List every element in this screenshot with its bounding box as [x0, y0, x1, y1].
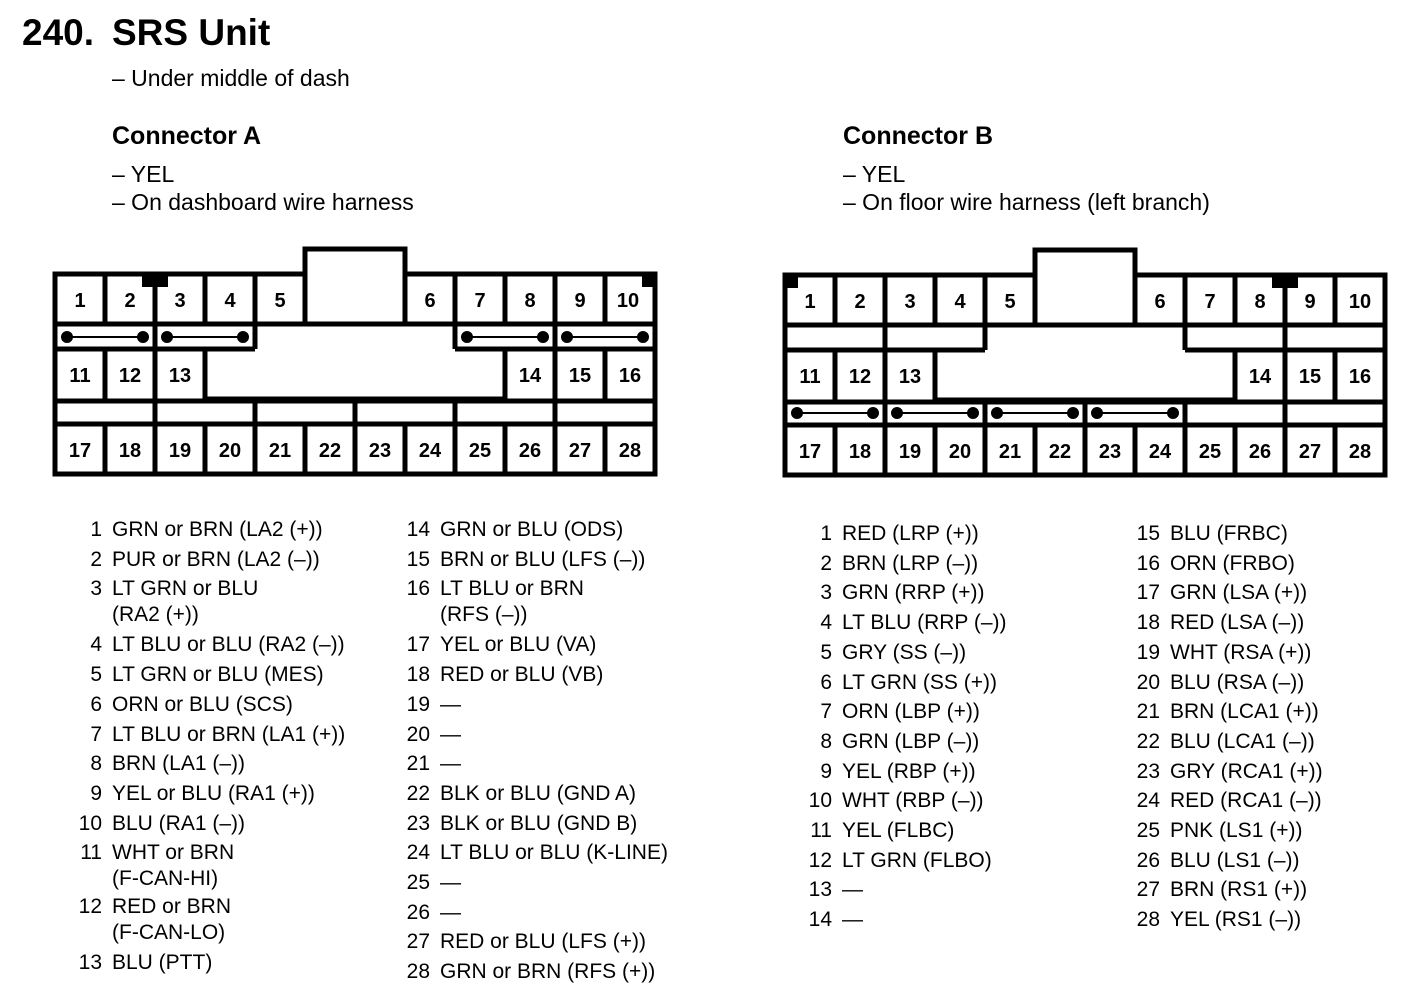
pin-label: 2	[854, 291, 866, 313]
pin-description: —	[440, 752, 461, 776]
pin-row	[70, 779, 345, 809]
pin-row	[800, 816, 1007, 846]
pin-description: —	[440, 722, 461, 746]
pin-label: 17	[798, 441, 822, 463]
pin-label: 7	[474, 290, 486, 312]
connector-b-harness-note: – On floor wire harness (left branch)	[843, 189, 1210, 215]
pin-row	[398, 515, 668, 545]
pin-number: 5	[90, 663, 102, 687]
pin-row	[1128, 638, 1323, 668]
pin-row	[800, 875, 1007, 905]
pin-number: 8	[90, 752, 102, 776]
pin-label: 18	[848, 441, 872, 463]
page-title: SRS Unit	[112, 12, 271, 53]
pin-row	[70, 948, 345, 978]
pin-row	[1128, 905, 1323, 935]
pin-label: 21	[998, 441, 1022, 463]
pin-number: 1	[90, 518, 102, 541]
pin-label: 12	[848, 366, 872, 388]
pin-description: —	[440, 900, 461, 924]
pin-number: 22	[1136, 729, 1160, 753]
pin-row	[70, 630, 345, 660]
pin-number: 3	[820, 581, 832, 605]
pin-label: 14	[1248, 366, 1272, 388]
pin-row	[1128, 519, 1323, 549]
pin-label: 24	[418, 440, 442, 462]
pin-row	[1128, 786, 1323, 816]
connector-a-key-mark	[642, 274, 655, 287]
pin-description: BLU (RSA (–))	[1170, 670, 1305, 694]
pin-description: —	[440, 871, 461, 895]
pin-label: 16	[618, 365, 642, 387]
pin-row	[398, 779, 668, 809]
pin-row	[398, 957, 668, 987]
pin-description: RED (LRP (+))	[842, 522, 979, 545]
pin-description: WHT (RBP (–))	[842, 789, 984, 813]
pin-row	[70, 660, 345, 690]
connector-b-key-mark	[1272, 275, 1298, 288]
pin-label: 21	[268, 440, 292, 462]
pin-label: 12	[118, 365, 142, 387]
pin-label: 25	[468, 440, 492, 462]
pin-number: 21	[406, 752, 430, 776]
connector-a-key-mark	[142, 274, 168, 287]
pin-description: RED or BRN (F-CAN-LO)	[112, 895, 232, 945]
pin-description: BRN (LCA1 (+))	[1170, 700, 1319, 724]
pin-number: 26	[1136, 848, 1160, 872]
connector-b-pin-list-right	[1128, 519, 1323, 935]
pin-row	[70, 545, 345, 575]
pin-label: 14	[518, 365, 542, 387]
pin-number: 17	[406, 633, 430, 657]
pin-label: 20	[948, 441, 972, 463]
pin-description: BLU (LS1 (–))	[1170, 848, 1300, 872]
pin-number: 12	[808, 848, 832, 872]
pin-number: 13	[78, 951, 102, 975]
pin-row	[800, 549, 1007, 579]
pin-label: 6	[424, 290, 436, 312]
pin-row	[800, 608, 1007, 638]
pin-label: 1	[74, 290, 86, 312]
section-number: 240.	[22, 12, 95, 53]
pin-number: 9	[820, 759, 832, 783]
pin-label: 15	[568, 365, 592, 387]
connector-a-harness-note: – On dashboard wire harness	[112, 189, 414, 215]
pin-number: 20	[406, 722, 430, 746]
pin-label: 23	[368, 440, 392, 462]
pin-row	[800, 578, 1007, 608]
pin-row	[70, 690, 345, 720]
pin-description: LT BLU or BRN (LA1 (+))	[112, 722, 346, 746]
pin-description: YEL (FLBC)	[842, 819, 955, 843]
pin-description: LT GRN (FLBO)	[842, 848, 992, 872]
pin-row	[800, 668, 1007, 698]
connector-b-color-note: – YEL	[843, 161, 906, 187]
pin-row	[398, 690, 668, 720]
pin-row	[1128, 846, 1323, 876]
pin-number: 12	[78, 895, 102, 919]
pin-row	[398, 868, 668, 898]
pin-row	[1128, 875, 1323, 905]
pin-row	[1128, 697, 1323, 727]
connector-b-key-mark	[785, 275, 798, 288]
pin-number: 25	[1136, 819, 1160, 843]
pin-row	[398, 809, 668, 839]
pin-number: 19	[1136, 640, 1160, 664]
pin-description: GRN or BRN (LA2 (+))	[112, 518, 323, 541]
pin-label: 16	[1348, 366, 1372, 388]
pin-number: 28	[1136, 908, 1160, 932]
pin-description: YEL or BLU (RA1 (+))	[112, 781, 315, 805]
pin-row	[800, 697, 1007, 727]
pin-description: BRN or BLU (LFS (–))	[440, 547, 646, 571]
pin-description: RED or BLU (VB)	[440, 663, 604, 687]
pin-number: 21	[1136, 700, 1160, 724]
pin-number: 9	[90, 781, 102, 805]
pin-label: 8	[524, 290, 536, 312]
pin-description: LT BLU (RRP (–))	[842, 611, 1007, 635]
pin-row	[398, 749, 668, 779]
pin-label: 18	[118, 440, 142, 462]
pin-number: 3	[90, 577, 102, 601]
pin-label: 3	[174, 290, 186, 312]
pin-row	[398, 660, 668, 690]
pin-description: LT GRN (SS (+))	[842, 670, 997, 694]
pin-label: 7	[1204, 291, 1216, 313]
pin-description: GRY (RCA1 (+))	[1170, 759, 1323, 783]
pin-number: 1	[820, 522, 832, 545]
pin-number: 6	[820, 670, 832, 694]
pin-label: 28	[1348, 441, 1372, 463]
pin-row	[398, 576, 668, 628]
pin-row	[800, 519, 1007, 549]
pin-number: 24	[1136, 789, 1160, 813]
pin-row	[398, 630, 668, 660]
pin-description: WHT (RSA (+))	[1170, 640, 1312, 664]
pin-row	[800, 757, 1007, 787]
pin-description: ORN (FRBO)	[1170, 551, 1295, 575]
pin-number: 7	[820, 700, 832, 724]
pin-description: ORN or BLU (SCS)	[112, 692, 293, 716]
pin-row	[398, 898, 668, 928]
pin-number: 18	[406, 663, 430, 687]
pin-label: 27	[568, 440, 592, 462]
pin-description: BLU (RA1 (–))	[112, 811, 246, 835]
pin-number: 7	[90, 722, 102, 746]
pin-row	[70, 720, 345, 750]
pin-description: LT GRN or BLU (RA2 (+))	[112, 577, 259, 627]
pin-description: YEL (RBP (+))	[842, 759, 976, 783]
pin-number: 26	[406, 900, 430, 924]
pin-number: 6	[90, 692, 102, 716]
pin-number: 10	[808, 789, 832, 813]
pin-description: —	[440, 692, 461, 716]
pin-label: 2	[124, 290, 136, 312]
pin-number: 19	[406, 692, 430, 716]
pin-label: 5	[1004, 291, 1016, 313]
pin-description: GRY (SS (–))	[842, 640, 967, 664]
pin-description: BRN (RS1 (+))	[1170, 878, 1308, 902]
pin-label: 24	[1148, 441, 1172, 463]
pin-description: PUR or BRN (LA2 (–))	[112, 547, 320, 571]
pin-label: 11	[69, 365, 91, 387]
pin-label: 20	[218, 440, 242, 462]
unit-location-note: – Under middle of dash	[112, 65, 350, 91]
pin-number: 13	[808, 878, 832, 902]
pin-row	[70, 576, 345, 628]
pin-description: BLU (FRBC)	[1170, 522, 1288, 545]
pin-number: 15	[1136, 522, 1160, 545]
pin-row	[800, 727, 1007, 757]
pin-label: 5	[274, 290, 286, 312]
pin-description: RED (LSA (–))	[1170, 611, 1305, 635]
pin-description: YEL (RS1 (–))	[1170, 908, 1302, 932]
pin-row	[1128, 727, 1323, 757]
pin-label: 26	[518, 440, 542, 462]
pin-label: 6	[1154, 291, 1166, 313]
pin-label: 23	[1098, 441, 1122, 463]
pin-row	[70, 894, 345, 946]
pin-description: GRN (LBP (–))	[842, 729, 980, 753]
pin-number: 11	[80, 841, 102, 865]
connector-b-title: Connector B	[843, 122, 993, 150]
pin-description: LT BLU or BLU (K-LINE)	[440, 841, 668, 865]
pin-number: 10	[78, 811, 102, 835]
pin-description: GRN (LSA (+))	[1170, 581, 1308, 605]
pin-number: 24	[406, 841, 430, 865]
pin-row	[1128, 668, 1323, 698]
connector-a-color-note: – YEL	[112, 161, 175, 187]
pin-label: 28	[618, 440, 642, 462]
connector-b-pin-list-left	[800, 519, 1007, 935]
pin-row	[1128, 757, 1323, 787]
pin-description: BRN (LRP (–))	[842, 551, 979, 575]
pin-label: 25	[1198, 441, 1222, 463]
pin-description: BLU (LCA1 (–))	[1170, 729, 1315, 753]
pin-description: GRN or BRN (RFS (+))	[440, 960, 656, 984]
pin-description: GRN or BLU (ODS)	[440, 518, 624, 541]
pin-description: BLK or BLU (GND A)	[440, 781, 637, 805]
pin-description: ORN (LBP (+))	[842, 700, 980, 724]
pin-label: 4	[224, 290, 236, 312]
pin-label: 19	[168, 440, 192, 462]
pin-description: LT BLU or BLU (RA2 (–))	[112, 633, 345, 657]
connector-a-pin-list-right	[398, 515, 668, 987]
pin-label: 4	[954, 291, 966, 313]
pin-number: 14	[406, 518, 430, 541]
pin-row	[70, 809, 345, 839]
pin-description: WHT or BRN (F-CAN-HI)	[112, 841, 235, 891]
pin-row	[1128, 549, 1323, 579]
pin-number: 15	[406, 547, 430, 571]
pin-label: 1	[804, 291, 816, 313]
pin-row	[398, 927, 668, 957]
pin-number: 23	[1136, 759, 1160, 783]
pin-label: 13	[898, 366, 922, 388]
pin-label: 10	[616, 290, 640, 312]
pin-row	[70, 749, 345, 779]
pin-number: 5	[820, 640, 832, 664]
pin-description: BRN (LA1 (–))	[112, 752, 246, 776]
pin-number: 27	[1136, 878, 1160, 902]
pin-description: RED (RCA1 (–))	[1170, 789, 1322, 813]
pin-row	[70, 840, 345, 892]
pin-row	[1128, 608, 1323, 638]
pin-row	[1128, 578, 1323, 608]
pin-number: 22	[406, 781, 430, 805]
pin-row	[1128, 816, 1323, 846]
pin-number: 4	[820, 611, 832, 635]
pin-label: 8	[1254, 291, 1266, 313]
pin-description: LT GRN or BLU (MES)	[112, 663, 324, 687]
pin-number: 23	[406, 811, 430, 835]
pin-label: 11	[799, 366, 821, 388]
pin-row	[800, 638, 1007, 668]
pin-description: BLU (PTT)	[112, 951, 213, 975]
pin-label: 17	[68, 440, 92, 462]
pin-label: 26	[1248, 441, 1272, 463]
pin-label: 15	[1298, 366, 1322, 388]
pin-row	[398, 838, 668, 868]
pin-number: 27	[406, 930, 430, 954]
pin-number: 16	[1136, 551, 1160, 575]
pin-row	[800, 905, 1007, 935]
pin-number: 20	[1136, 670, 1160, 694]
pin-description: YEL or BLU (VA)	[440, 633, 597, 657]
connector-a-title: Connector A	[112, 122, 262, 150]
pin-number: 18	[1136, 611, 1160, 635]
pin-label: 22	[318, 440, 342, 462]
pin-number: 14	[808, 908, 832, 932]
pin-label: 3	[904, 291, 916, 313]
pin-description: BLK or BLU (GND B)	[440, 811, 638, 835]
pin-number: 2	[820, 551, 832, 575]
pin-row	[398, 545, 668, 575]
pin-number: 25	[406, 871, 430, 895]
pin-description: GRN (RRP (+))	[842, 581, 985, 605]
pin-description: LT BLU or BRN (RFS (–))	[440, 577, 584, 627]
pin-label: 9	[574, 290, 586, 312]
connector-a-shorting-bars	[62, 332, 648, 342]
pin-label: 9	[1304, 291, 1316, 313]
pin-label: 19	[898, 441, 922, 463]
pin-label: 13	[168, 365, 192, 387]
pin-number: 8	[820, 729, 832, 753]
pin-row	[800, 846, 1007, 876]
pin-label: 22	[1048, 441, 1072, 463]
pin-description: PNK (LS1 (+))	[1170, 819, 1303, 843]
pin-row	[398, 720, 668, 750]
pin-row	[70, 515, 345, 545]
pin-number: 28	[406, 960, 430, 984]
pin-label: 27	[1298, 441, 1322, 463]
pin-label: 10	[1348, 291, 1372, 313]
pin-row	[800, 786, 1007, 816]
pin-description: RED or BLU (LFS (+))	[440, 930, 646, 954]
pin-number: 17	[1136, 581, 1160, 605]
pin-description: —	[842, 878, 863, 902]
pin-number: 11	[810, 819, 832, 843]
pin-number: 4	[90, 633, 102, 657]
pin-number: 2	[90, 547, 102, 571]
connector-a-pin-list-left	[70, 515, 345, 978]
pin-number: 16	[406, 577, 430, 601]
pin-description: —	[842, 908, 863, 932]
